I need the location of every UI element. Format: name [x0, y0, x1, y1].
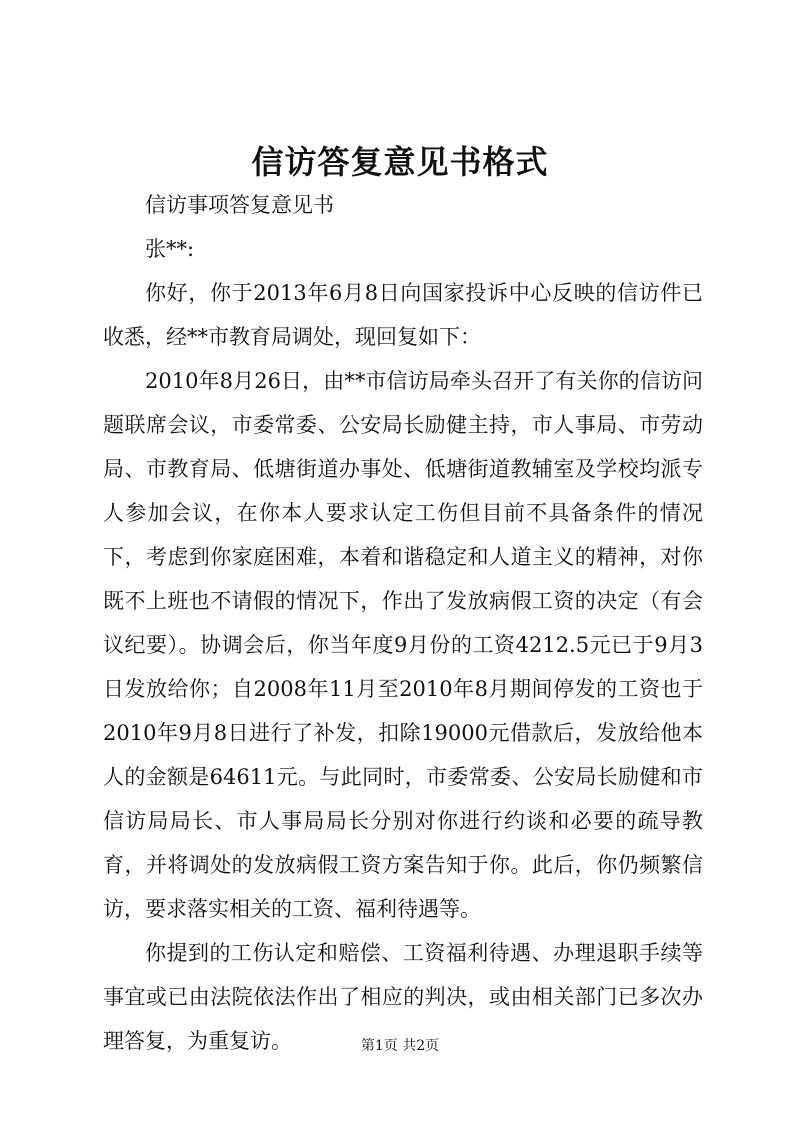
document-title: 信访答复意见书格式 — [251, 143, 549, 181]
page-footer: 第1页 共2页 — [360, 1038, 440, 1054]
salutation: 张**: — [145, 237, 195, 261]
paragraph-conclusion: 你提到的工伤认定和赔偿、工资福利待遇、办理退职手续等事宜或已由法院依法作出了相应的判决，或由相关部门已多次办理答复，为重复访。 — [103, 941, 703, 1053]
document-body — [103, 183, 703, 1063]
paragraph-greeting: 你好，你于2013年6月8日向国家投诉中心反映的信访件已收悉，经**市教育局调处，现回复如下： — [103, 281, 703, 349]
document-subtitle: 信访事项答复意见书 — [145, 193, 334, 217]
paragraph-meeting-details: 2010年8月26日，由**市信访局牵头召开了有关你的信访问题联席会议，市委常委、公安局长励健主持，市人事局、市劳动局、市教育局、低塘街道办事处、低塘街道教辅室及学校均派专人参加会议，在你本人要求认定工伤但目前不具备条件的情况下，考虑到你家庭困难，本着和谐稳定和人道主义的精神，对你既不上班也不请假的情况下，作出了发放病假工资的决定（有会议纪要）。协调会后，你当年度9月份的工资4212.5元已于9月3日发放给你；自2008年11月至2010年8月期间停发的工资也于2010年9月8日进行了补发，扣除19000元借款后，发放给他本人的金额是64611元。与此同时，市委常委、公安局长励健和市信访局局长、市人事局局长分别对你进行约谈和必要的疏导教育，并将调处的发放病假工资方案告知于你。此后，你仍频繁信访，要求落实相关的工资、福利待遇等。 — [103, 369, 703, 921]
